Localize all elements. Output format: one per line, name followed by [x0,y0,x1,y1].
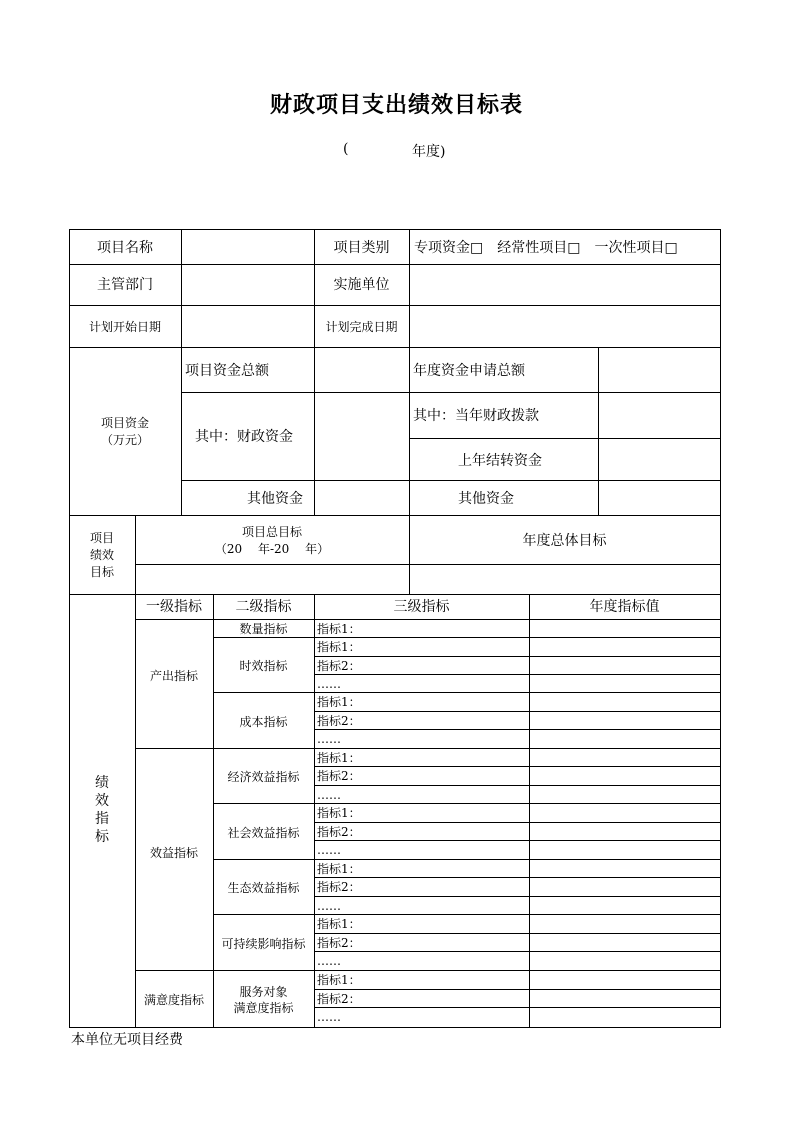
grid-vline [314,347,315,516]
funds-label-line2: （万元） [100,433,149,447]
year-open-paren: ( [343,141,349,157]
grid-hline [213,914,721,915]
indicator-item: 指标1： [317,973,361,987]
service-indicator-line2: 满意度指标 [233,1001,294,1015]
grid-hline [213,859,721,860]
overall-goal-label: 项目总目标 [241,525,302,539]
grid-hline [213,692,721,693]
grid-vline [529,594,530,1028]
indicator-item: 指标2： [317,714,361,728]
project-type-options[interactable]: 专项资金□ 经常性项目□ 一次性项目□ [414,240,678,256]
grid-hline [135,748,721,749]
grid-hline [314,989,721,990]
indicator-item: 指标2： [317,769,361,783]
goals-label-line1: 项目 [89,531,114,545]
end-date-label: 计划完成日期 [325,320,398,334]
indicator-item: 指标1： [317,751,361,765]
grid-hline [314,877,721,878]
grid-hline [135,619,721,620]
page-title: 财政项目支出绩效目标表 [269,92,523,118]
grid-vline [314,594,315,1028]
indicator-ellipsis: …… [317,732,341,746]
quantity-indicator-label: 数量指标 [239,622,288,636]
grid-vline [598,347,599,516]
start-date-label: 计划开始日期 [88,320,161,334]
benefit-indicator-label: 效益指标 [149,846,198,860]
satisfaction-indicator-label: 满意度指标 [143,993,204,1007]
grid-vline [181,229,182,348]
indicator-ellipsis: …… [317,1010,341,1024]
dept-label: 主管部门 [97,277,153,293]
other-funds-left-label: 其他资金 [247,491,303,507]
indicator-item: 指标2： [317,992,361,1006]
indicator-item: 指标1： [317,862,361,876]
grid-hline [314,822,721,823]
grid-vline [314,229,315,348]
indicators-char-3: 指 [95,811,109,827]
funds-label-line1: 项目资金 [100,416,149,430]
indicator-item: 指标2： [317,825,361,839]
grid-hline [314,785,721,786]
carryover-funds-label: 上年结转资金 [458,453,542,469]
year-label: 年度) [412,144,446,160]
grid-vline [135,515,136,595]
grid-hline [314,896,721,897]
grid-hline [314,933,721,934]
goals-label-line2: 绩效 [89,548,114,562]
indicator-item: 指标1： [317,917,361,931]
indicator-ellipsis: …… [317,788,341,802]
goals-label-line3: 目标 [89,565,114,579]
social-indicator-label: 社会效益指标 [227,826,300,840]
indicator-item: 指标2： [317,880,361,894]
indicators-char-4: 标 [95,829,109,845]
grid-vline [409,347,410,516]
indicators-char-2: 效 [95,793,109,809]
grid-hline [314,674,721,675]
indicator-item: 指标1： [317,695,361,709]
grid-hline [135,970,721,971]
project-type-label: 项目类别 [333,240,390,256]
grid-hline [69,1027,721,1028]
grid-hline [314,766,721,767]
eco-indicator-label: 生态效益指标 [227,881,300,895]
footer-note: 本单位无项目经费 [71,1032,183,1048]
grid-vline [213,594,214,1028]
grid-hline [314,951,721,952]
indicator-item: 指标1： [317,640,361,654]
col-level1-header: 一级指标 [146,599,202,615]
grid-vline [135,594,136,1028]
annual-goal-label: 年度总体目标 [522,533,607,549]
fiscal-funds-label: 其中：财政资金 [195,429,293,445]
grid-vline [409,515,410,595]
grid-hline [135,564,721,565]
current-funds-label: 其中：当年财政拨款 [413,408,539,424]
grid-hline [213,803,721,804]
grid-hline [314,840,721,841]
grid-hline [69,347,721,348]
grid-hline [69,264,721,265]
grid-vline [181,347,182,516]
indicator-item: 指标1： [317,806,361,820]
indicator-item: 指标2： [317,936,361,950]
grid-hline [69,515,721,516]
grid-hline [69,594,721,595]
cost-indicator-label: 成本指标 [239,715,288,729]
indicators-char-1: 绩 [95,775,109,791]
grid-hline [69,305,721,306]
grid-vline [409,229,410,348]
col-value-header: 年度指标值 [589,599,660,615]
grid-hline [314,729,721,730]
grid-hline [181,392,721,393]
grid-vline [720,229,721,1028]
indicator-ellipsis: …… [317,899,341,913]
annual-funds-label: 年度资金申请总额 [413,363,525,379]
total-funds-label: 项目资金总额 [185,363,269,379]
indicator-item: 指标2： [317,659,361,673]
indicator-ellipsis: …… [317,843,341,857]
service-indicator-line1: 服务对象 [239,985,288,999]
grid-hline [213,637,721,638]
col-level3-header: 三级指标 [393,599,450,615]
grid-hline [409,438,721,439]
project-name-label: 项目名称 [97,240,153,256]
grid-hline [181,480,721,481]
indicator-ellipsis: …… [317,954,341,968]
col-level2-header: 二级指标 [235,599,292,615]
output-indicator-label: 产出指标 [149,669,198,683]
grid-hline [314,656,721,657]
economic-indicator-label: 经济效益指标 [227,770,300,784]
indicator-ellipsis: …… [317,677,341,691]
grid-hline [314,711,721,712]
indicator-item: 指标1： [317,622,361,636]
sustain-indicator-label: 可持续影响指标 [221,937,306,951]
grid-hline [314,1007,721,1008]
other-funds-right-label: 其他资金 [458,491,514,507]
performance-table [69,229,721,1028]
overall-goal-years: （20 年-20 年） [214,542,330,556]
timeliness-indicator-label: 时效指标 [239,659,288,673]
impl-label: 实施单位 [333,277,390,293]
